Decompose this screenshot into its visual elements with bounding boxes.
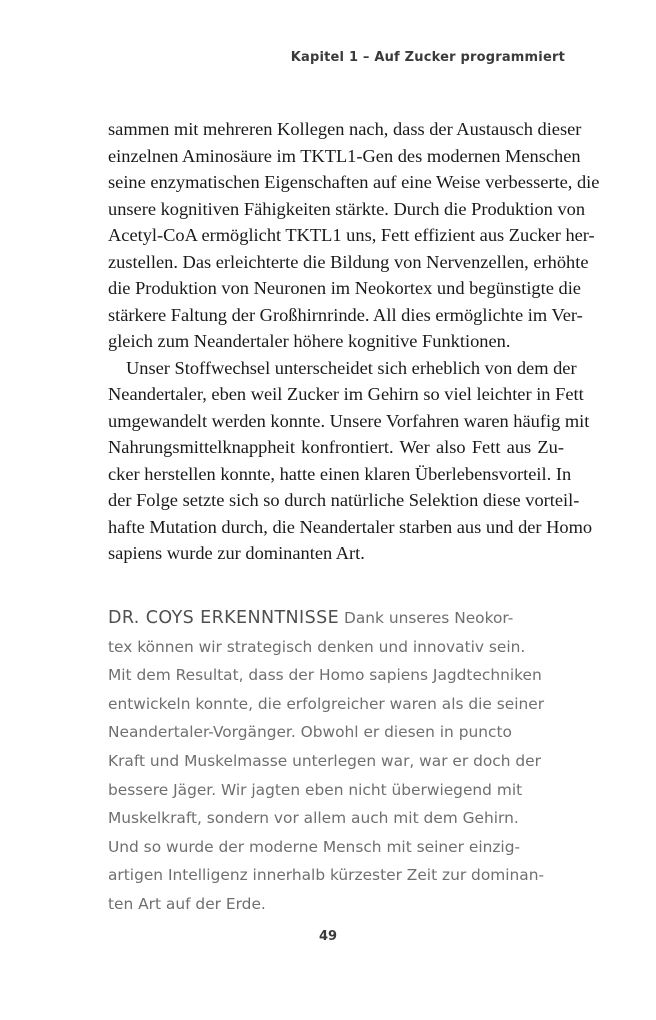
text-line: umgewandelt werden konnte. Unsere Vorfahren waren häufig mit xyxy=(108,410,590,431)
insight-line xyxy=(108,604,538,633)
text-line: einzelnen Aminosäure im TKTL1-Gen des modernen Menschen xyxy=(108,145,581,166)
text-line: stärkere Faltung der Großhirnrinde. All dies ermöglichte im Ver- xyxy=(108,304,583,325)
body-text xyxy=(108,116,600,567)
text-line: cker herstellen konnte, hatte einen klaren Überlebensvorteil. In xyxy=(108,463,572,484)
text-line: der Folge setzte sich so durch natürliche Selektion diese vorteil- xyxy=(108,490,580,510)
text-line: zustellen. Das erleichterte die Bildung von Nervenzellen, erhöhte xyxy=(108,251,589,272)
paragraph xyxy=(108,355,593,567)
insight-line: Muskelkraft, sondern vor allem auch mit dem Gehirn. xyxy=(108,809,519,828)
text-line: unsere kognitiven Fähigkeiten stärkte. Durch die Produktion von xyxy=(108,198,586,219)
insight-line: bessere Jäger. Wir jagten eben nicht überwiegend mit xyxy=(108,780,523,799)
text-line: hafte Mutation durch, die Neandertaler starben aus und der Homo xyxy=(108,516,593,537)
paragraph xyxy=(108,116,600,355)
insight-box xyxy=(108,604,545,919)
text-line: Acetyl-CoA ermöglicht TKTL1 uns, Fett effizient aus Zucker her- xyxy=(108,225,595,245)
text-line: die Produktion von Neuronen im Neokortex und begünstigte die xyxy=(108,278,581,298)
text-line: gleich zum Neandertaler höhere kognitive Funktionen. xyxy=(108,331,511,351)
text-line: Nahrungsmittelknappheit konfrontiert. Wer also Fett aus Zu- xyxy=(108,437,564,457)
insight-line: ten Art auf der Erde. xyxy=(108,894,266,913)
text-line: sapiens wurde zur dominanten Art. xyxy=(108,543,365,563)
text-line: Neandertaler, eben weil Zucker im Gehirn so viel leichter in Fett xyxy=(108,384,584,404)
insight-text: Dank unseres Neokor- xyxy=(339,609,514,627)
insight-line: Mit dem Resultat, dass der Homo sapiens Jagdtechniken xyxy=(108,666,542,685)
text-line: sammen mit mehreren Kollegen nach, dass der Austausch dieser xyxy=(108,119,582,139)
insight-title: DR. COYS ERKENNTNISSE xyxy=(108,608,340,628)
running-header: Kapitel 1 – Auf Zucker programmiert xyxy=(290,50,565,65)
insight-line: entwickeln konnte, die erfolgreicher waren als die seiner xyxy=(108,694,545,713)
text-line: Unser Stoffwechsel unterscheidet sich erheblich von dem der xyxy=(126,357,577,378)
page-number: 49 xyxy=(318,929,338,944)
text-line: seine enzymatischen Eigenschaften auf eine Weise verbesserte, die xyxy=(108,172,600,192)
insight-line: Und so wurde der moderne Mensch mit seiner einzig- xyxy=(108,837,521,856)
insight-line: tex können wir strategisch denken und innovativ sein. xyxy=(108,637,526,656)
insight-line: artigen Intelligenz innerhalb kürzester Zeit zur dominan- xyxy=(108,866,545,885)
insight-line: Kraft und Muskelmasse unterlegen war, war er doch der xyxy=(108,751,541,770)
insight-line: Neandertaler-Vorgänger. Obwohl er diesen in puncto xyxy=(108,723,512,742)
